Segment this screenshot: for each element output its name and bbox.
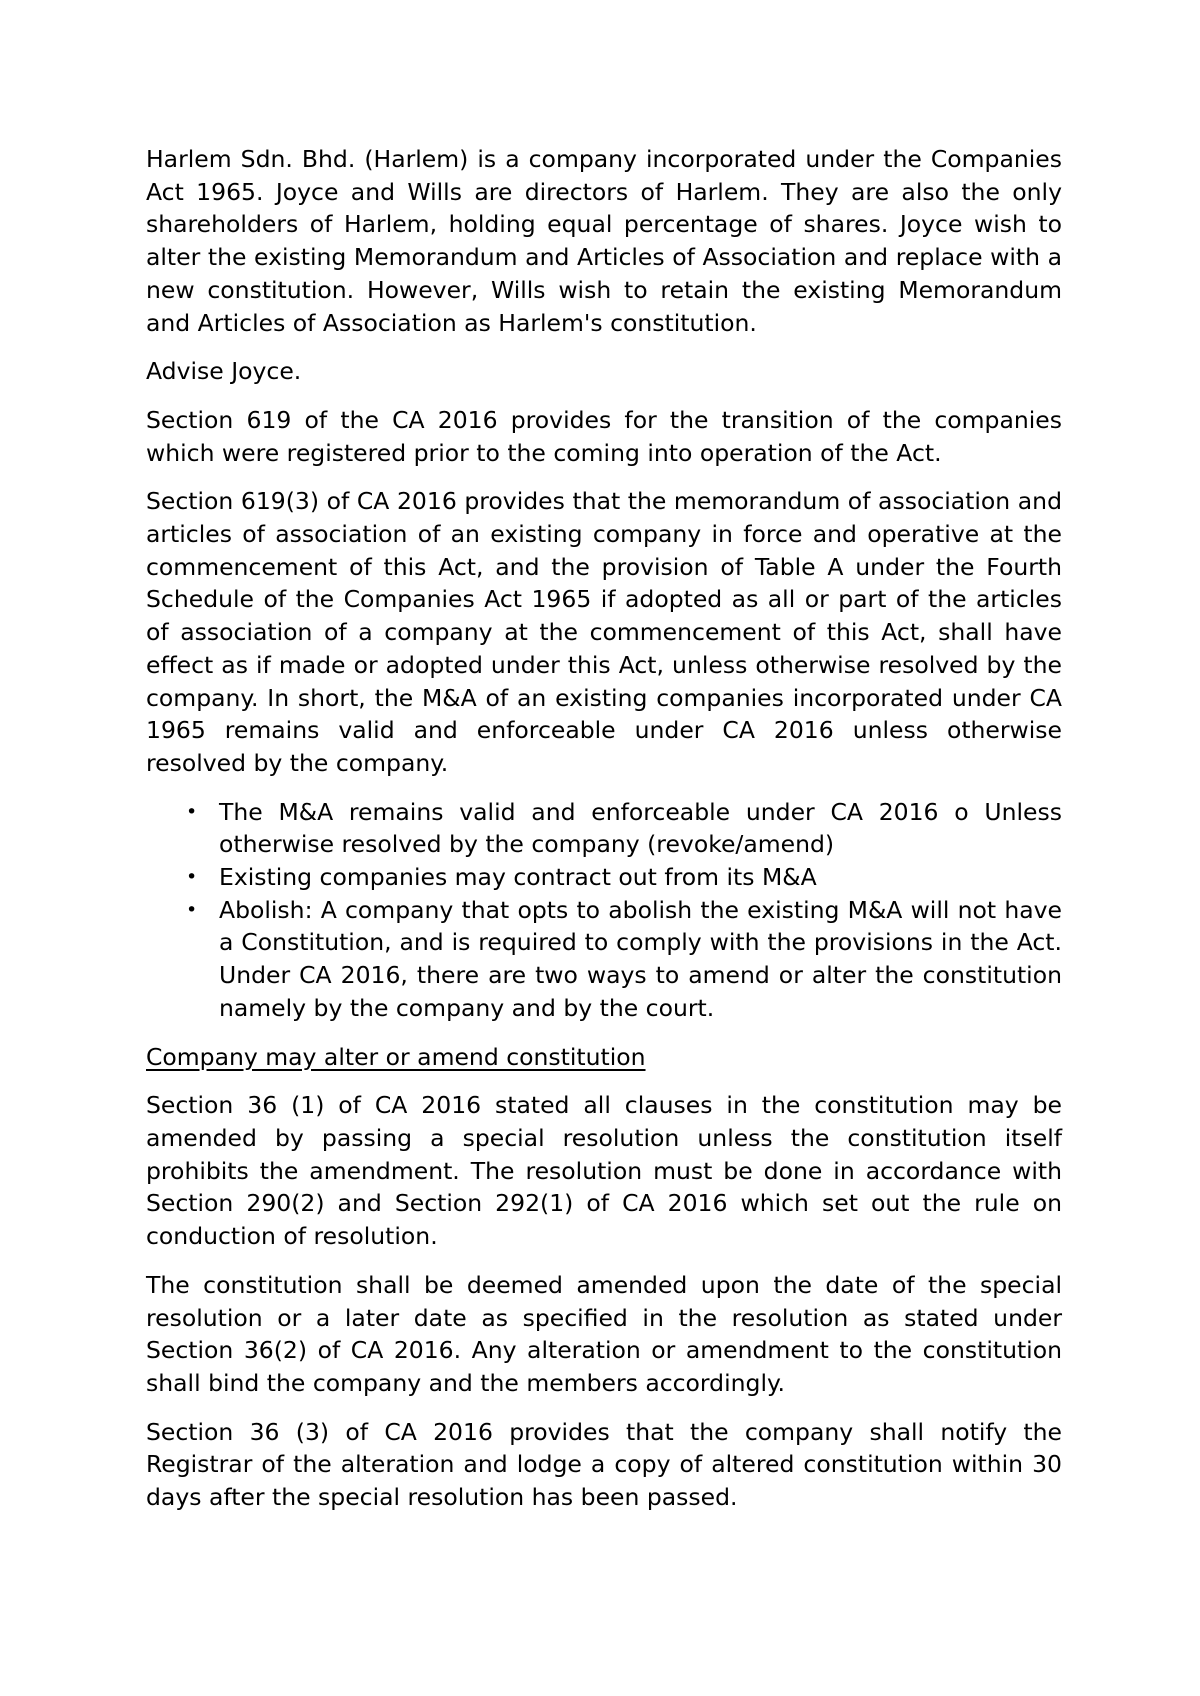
document-body xyxy=(146,143,1062,1530)
list-item-text: The M&A remains valid and enforceable under CA 2016 o Unless otherwise resolved by the company (revoke/amend) xyxy=(219,797,1062,859)
bullet-list xyxy=(146,796,1062,1025)
section-619-paragraph: Section 619 of the CA 2016 provides for the transition of the companies which were registered prior to the coming into operation of the Act. xyxy=(146,405,1062,467)
section-36-1-paragraph: Section 36 (1) of CA 2016 stated all clauses in the constitution may be amended by passing a special resolution unless the constitution itself prohibits the amendment. The resolution must be done in accordance with Section 290(2) and Section 292(1) of CA 2016 which set out the rule on conduction of resolution. xyxy=(146,1091,1062,1251)
bullet-icon: • xyxy=(186,800,198,823)
section-619-3-paragraph: Section 619(3) of CA 2016 provides that the memorandum of association and articles of association of an existing company in force and operative at the commencement of this Act, and the provision of Table A under the Fourth Schedule of the Companies Act 1965 if adopted as all or part of the articles of association of a company at the commencement of this Act, shall have effect as if made or adopted under this Act, unless otherwise resolved by the company. In short, the M&A of an existing companies incorporated under CA 1965 remains valid and enforceable under CA 2016 unless otherwise resolved by the company. xyxy=(146,487,1062,777)
bullet-icon: • xyxy=(186,866,198,889)
intro-paragraph: Harlem Sdn. Bhd. (Harlem) is a company incorporated under the Companies Act 1965. Joyce and Wills are directors of Harlem. They are also the only shareholders of Harlem, holding equal percentage of shares. Joyce wish to alter the existing Memorandum and Articles of Association and replace with a new constitution. However, Wills wish to retain the existing Memorandum and Articles of Association as Harlem's constitution. xyxy=(146,145,1062,337)
bullet-icon: • xyxy=(186,898,198,921)
section-36-3-paragraph: Section 36 (3) of CA 2016 provides that the company shall notify the Registrar of the alteration and lodge a copy of altered constitution within 30 days after the special resolution has been passed. xyxy=(146,1417,1062,1512)
list-item-text: Abolish: A company that opts to abolish the existing M&A will not have a Constitution, and is required to comply with the provisions in the Act. Under CA 2016, there are two ways to amend or alter the constitution namely by the company and by the court. xyxy=(219,895,1062,1022)
list-item xyxy=(146,861,1062,894)
question-paragraph: Advise Joyce. xyxy=(146,357,302,386)
section-heading xyxy=(146,1041,1062,1074)
list-item-text: Existing companies may contract out from its M&A xyxy=(219,863,817,892)
list-item xyxy=(146,894,1062,1025)
list-item xyxy=(146,796,1062,861)
section-heading-text: Company may alter or amend constitution xyxy=(146,1042,646,1071)
section-36-2-paragraph: The constitution shall be deemed amended upon the date of the special resolution or a later date as specified in the resolution as stated under Section 36(2) of CA 2016. Any alteration or amendment to the constitution shall bind the company and the members accordingly. xyxy=(146,1270,1062,1397)
